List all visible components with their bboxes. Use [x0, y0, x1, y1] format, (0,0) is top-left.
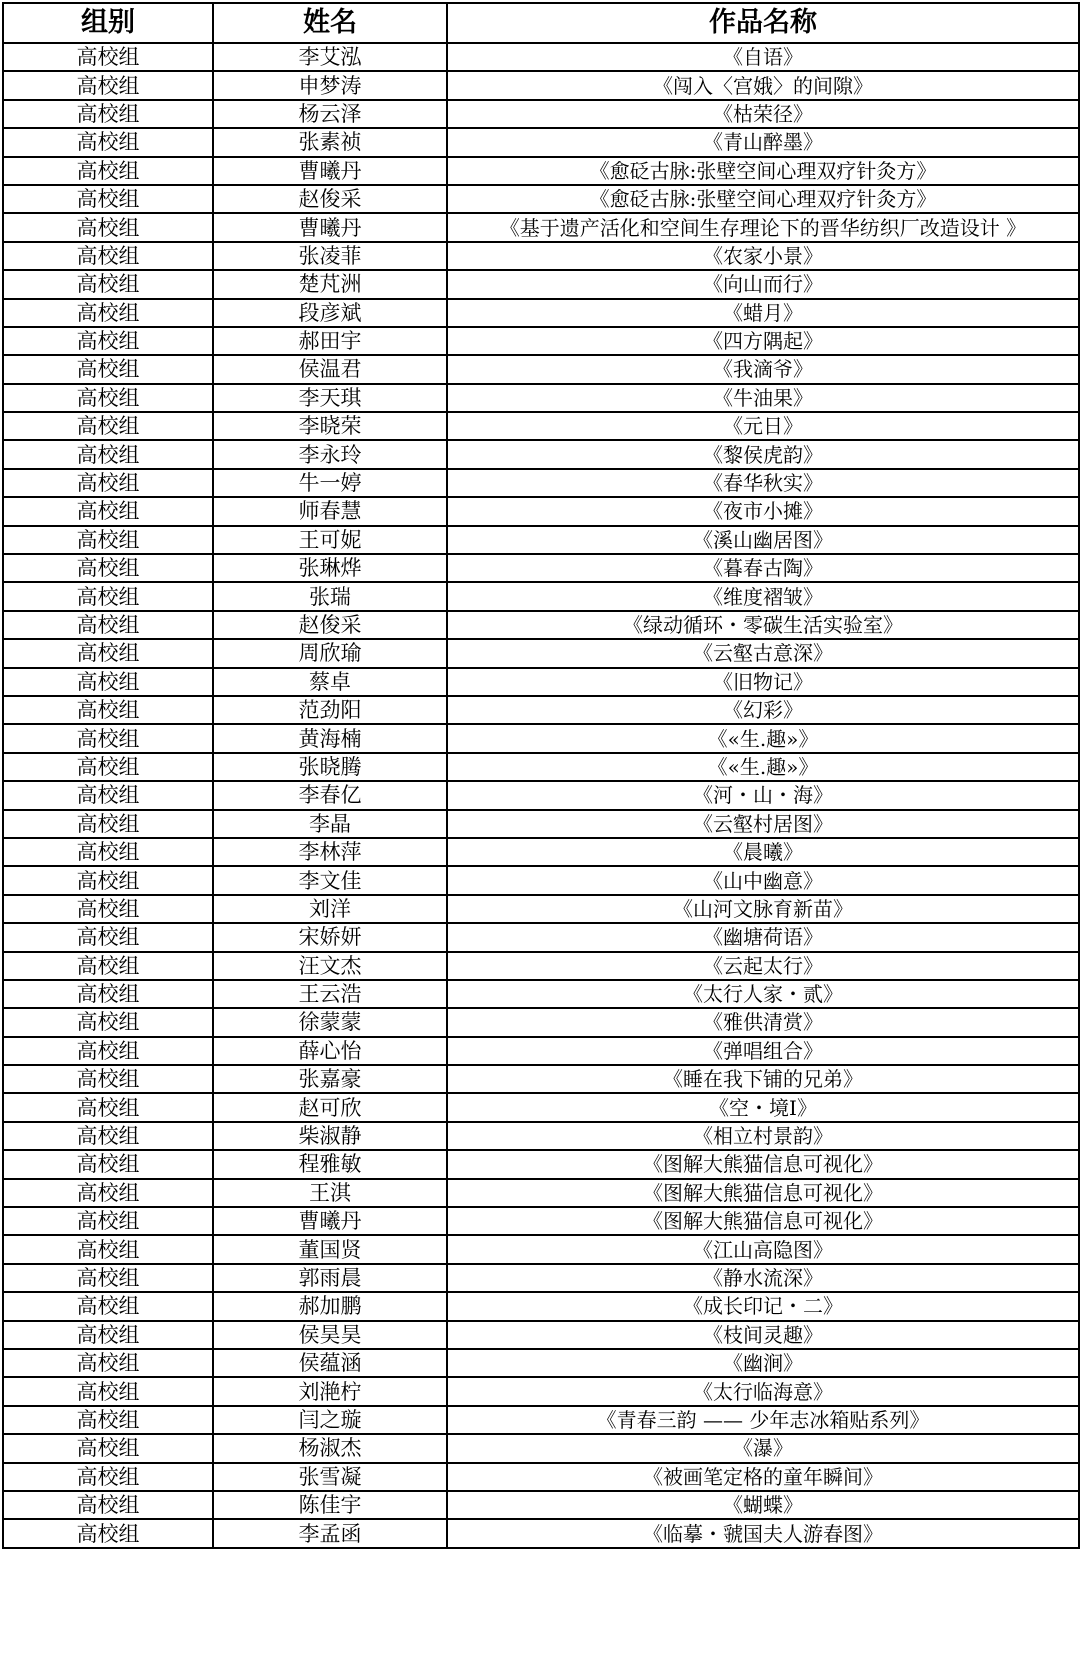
name-cell: 闫之璇: [213, 1406, 447, 1434]
group-cell: 高校组: [3, 242, 213, 270]
work-title-cell: 《农家小景》: [447, 242, 1079, 270]
table-row: [3, 1122, 1079, 1150]
work-title-cell: 《晨曦》: [447, 838, 1079, 866]
work-title-cell: 《幻彩》: [447, 696, 1079, 724]
name-cell: 郝加鹏: [213, 1292, 447, 1320]
table-row: [3, 1434, 1079, 1462]
name-cell: 薛心怡: [213, 1037, 447, 1065]
name-cell: 赵俊采: [213, 185, 447, 213]
table-row: [3, 299, 1079, 327]
table-row: [3, 526, 1079, 554]
table-row: [3, 923, 1079, 951]
table-row: [3, 497, 1079, 525]
table-row: [3, 1093, 1079, 1121]
table-row: [3, 668, 1079, 696]
work-title-cell: 《瀑》: [447, 1434, 1079, 1462]
work-title-cell: 《基于遗产活化和空间生存理论下的晋华纺织厂改造设计 》: [447, 213, 1079, 241]
group-cell: 高校组: [3, 1264, 213, 1292]
table-row: [3, 895, 1079, 923]
table-row: [3, 327, 1079, 355]
work-title-cell: 《图解大熊猫信息可视化》: [447, 1179, 1079, 1207]
name-cell: 曹曦丹: [213, 157, 447, 185]
name-cell: 李艾泓: [213, 43, 447, 71]
group-cell: 高校组: [3, 1463, 213, 1491]
table-row: [3, 639, 1079, 667]
work-title-cell: 《蝴蝶》: [447, 1491, 1079, 1519]
group-cell: 高校组: [3, 526, 213, 554]
table-row: [3, 1292, 1079, 1320]
group-cell: 高校组: [3, 384, 213, 412]
name-cell: 师春慧: [213, 497, 447, 525]
work-title-cell: 《牛油果》: [447, 384, 1079, 412]
table-row: [3, 1519, 1079, 1547]
name-cell: 董国贤: [213, 1235, 447, 1263]
table-row: [3, 554, 1079, 582]
table-header: [3, 3, 1079, 43]
name-cell: 郭雨晨: [213, 1264, 447, 1292]
work-title-cell: 《雅供清赏》: [447, 1008, 1079, 1036]
table-row: [3, 71, 1079, 99]
name-cell: 张琳烨: [213, 554, 447, 582]
table-row: [3, 866, 1079, 894]
header-group: 组别: [3, 3, 213, 43]
name-cell: 徐蒙蒙: [213, 1008, 447, 1036]
work-title-cell: 《云壑村居图》: [447, 810, 1079, 838]
name-cell: 李永玲: [213, 440, 447, 468]
work-title-cell: 《青山醉墨》: [447, 128, 1079, 156]
name-cell: 王可妮: [213, 526, 447, 554]
group-cell: 高校组: [3, 1519, 213, 1547]
group-cell: 高校组: [3, 1349, 213, 1377]
table-row: [3, 1349, 1079, 1377]
work-title-cell: 《暮春古陶》: [447, 554, 1079, 582]
group-cell: 高校组: [3, 1406, 213, 1434]
group-cell: 高校组: [3, 213, 213, 241]
work-title-cell: 《元日》: [447, 412, 1079, 440]
work-title-cell: 《河・山・海》: [447, 781, 1079, 809]
work-title-cell: 《闯入〈宫娥〉的间隙》: [447, 71, 1079, 99]
work-title-cell: 《临摹・虢国夫人游春图》: [447, 1519, 1079, 1547]
group-cell: 高校组: [3, 923, 213, 951]
table-row: [3, 440, 1079, 468]
group-cell: 高校组: [3, 355, 213, 383]
table-row: [3, 952, 1079, 980]
group-cell: 高校组: [3, 724, 213, 752]
name-cell: 柴淑静: [213, 1122, 447, 1150]
name-cell: 赵俊采: [213, 611, 447, 639]
table-row: [3, 1207, 1079, 1235]
work-title-cell: 《太行临海意》: [447, 1377, 1079, 1405]
table-row: [3, 1037, 1079, 1065]
group-cell: 高校组: [3, 611, 213, 639]
work-title-cell: 《山河文脉育新苗》: [447, 895, 1079, 923]
name-cell: 张晓腾: [213, 753, 447, 781]
work-title-cell: 《云壑古意深》: [447, 639, 1079, 667]
work-title-cell: 《弹唱组合》: [447, 1037, 1079, 1065]
work-title-cell: 《图解大熊猫信息可视化》: [447, 1207, 1079, 1235]
work-title-cell: 《自语》: [447, 43, 1079, 71]
group-cell: 高校组: [3, 1065, 213, 1093]
group-cell: 高校组: [3, 412, 213, 440]
table-row: [3, 185, 1079, 213]
work-title-cell: 《山中幽意》: [447, 866, 1079, 894]
name-cell: 杨淑杰: [213, 1434, 447, 1462]
work-title-cell: 《溪山幽居图》: [447, 526, 1079, 554]
name-cell: 段彦斌: [213, 299, 447, 327]
table-row: [3, 838, 1079, 866]
table-row: [3, 980, 1079, 1008]
work-title-cell: 《夜市小摊》: [447, 497, 1079, 525]
work-title-cell: 《云起太行》: [447, 952, 1079, 980]
work-title-cell: 《«生.趣»》: [447, 753, 1079, 781]
work-title-cell: 《我滴爷》: [447, 355, 1079, 383]
group-cell: 高校组: [3, 952, 213, 980]
name-cell: 郝田宇: [213, 327, 447, 355]
group-cell: 高校组: [3, 895, 213, 923]
group-cell: 高校组: [3, 100, 213, 128]
group-cell: 高校组: [3, 128, 213, 156]
name-cell: 周欣瑜: [213, 639, 447, 667]
work-title-cell: 《空・境Ⅰ》: [447, 1093, 1079, 1121]
table-row: [3, 753, 1079, 781]
table-row: [3, 157, 1079, 185]
results-table: [2, 2, 1080, 1549]
table-row: [3, 1377, 1079, 1405]
name-cell: 李春亿: [213, 781, 447, 809]
name-cell: 王云浩: [213, 980, 447, 1008]
work-title-cell: 《向山而行》: [447, 270, 1079, 298]
name-cell: 蔡卓: [213, 668, 447, 696]
name-cell: 黄海楠: [213, 724, 447, 752]
table-row: [3, 213, 1079, 241]
group-cell: 高校组: [3, 582, 213, 610]
group-cell: 高校组: [3, 866, 213, 894]
group-cell: 高校组: [3, 71, 213, 99]
name-cell: 王淇: [213, 1179, 447, 1207]
name-cell: 申梦涛: [213, 71, 447, 99]
table-row: [3, 724, 1079, 752]
group-cell: 高校组: [3, 440, 213, 468]
table-body: [3, 43, 1079, 1548]
table-row: [3, 1463, 1079, 1491]
name-cell: 刘洋: [213, 895, 447, 923]
table-row: [3, 1065, 1079, 1093]
group-cell: 高校组: [3, 1207, 213, 1235]
name-cell: 张瑞: [213, 582, 447, 610]
group-cell: 高校组: [3, 1491, 213, 1519]
table-row: [3, 1491, 1079, 1519]
name-cell: 曹曦丹: [213, 213, 447, 241]
name-cell: 李孟函: [213, 1519, 447, 1547]
group-cell: 高校组: [3, 1235, 213, 1263]
name-cell: 张素祯: [213, 128, 447, 156]
work-title-cell: 《被画笔定格的童年瞬间》: [447, 1463, 1079, 1491]
work-title-cell: 《睡在我下铺的兄弟》: [447, 1065, 1079, 1093]
work-title-cell: 《旧物记》: [447, 668, 1079, 696]
work-title-cell: 《四方隅起》: [447, 327, 1079, 355]
group-cell: 高校组: [3, 1292, 213, 1320]
work-title-cell: 《蜡月》: [447, 299, 1079, 327]
name-cell: 侯温君: [213, 355, 447, 383]
group-cell: 高校组: [3, 1377, 213, 1405]
work-title-cell: 《太行人家・贰》: [447, 980, 1079, 1008]
work-title-cell: 《黎侯虎韵》: [447, 440, 1079, 468]
table-row: [3, 781, 1079, 809]
work-title-cell: 《静水流深》: [447, 1264, 1079, 1292]
group-cell: 高校组: [3, 43, 213, 71]
group-cell: 高校组: [3, 1008, 213, 1036]
work-title-cell: 《相立村景韵》: [447, 1122, 1079, 1150]
group-cell: 高校组: [3, 668, 213, 696]
name-cell: 李文佳: [213, 866, 447, 894]
table-row: [3, 270, 1079, 298]
table-row: [3, 1179, 1079, 1207]
group-cell: 高校组: [3, 469, 213, 497]
group-cell: 高校组: [3, 1434, 213, 1462]
table-row: [3, 1150, 1079, 1178]
table-row: [3, 1008, 1079, 1036]
group-cell: 高校组: [3, 185, 213, 213]
name-cell: 杨云泽: [213, 100, 447, 128]
work-title-cell: 《春华秋实》: [447, 469, 1079, 497]
name-cell: 宋娇妍: [213, 923, 447, 951]
group-cell: 高校组: [3, 781, 213, 809]
name-cell: 李晶: [213, 810, 447, 838]
group-cell: 高校组: [3, 497, 213, 525]
work-title-cell: 《青春三韵 —— 少年志冰箱贴系列》: [447, 1406, 1079, 1434]
group-cell: 高校组: [3, 157, 213, 185]
group-cell: 高校组: [3, 753, 213, 781]
name-cell: 侯蕴涵: [213, 1349, 447, 1377]
work-title-cell: 《枝间灵趣》: [447, 1321, 1079, 1349]
table-row: [3, 1264, 1079, 1292]
group-cell: 高校组: [3, 980, 213, 1008]
name-cell: 牛一婷: [213, 469, 447, 497]
group-cell: 高校组: [3, 1179, 213, 1207]
group-cell: 高校组: [3, 639, 213, 667]
name-cell: 汪文杰: [213, 952, 447, 980]
group-cell: 高校组: [3, 1037, 213, 1065]
header-row: [3, 3, 1079, 43]
table-row: [3, 384, 1079, 412]
name-cell: 张雪凝: [213, 1463, 447, 1491]
work-title-cell: 《成长印记・二》: [447, 1292, 1079, 1320]
group-cell: 高校组: [3, 810, 213, 838]
name-cell: 张嘉豪: [213, 1065, 447, 1093]
table-row: [3, 43, 1079, 71]
work-title-cell: 《图解大熊猫信息可视化》: [447, 1150, 1079, 1178]
name-cell: 李天琪: [213, 384, 447, 412]
work-title-cell: 《幽塘荷语》: [447, 923, 1079, 951]
name-cell: 曹曦丹: [213, 1207, 447, 1235]
work-title-cell: 《枯荣径》: [447, 100, 1079, 128]
work-title-cell: 《江山高隐图》: [447, 1235, 1079, 1263]
table-row: [3, 412, 1079, 440]
header-work-title: 作品名称: [447, 3, 1079, 43]
name-cell: 李晓荣: [213, 412, 447, 440]
group-cell: 高校组: [3, 327, 213, 355]
table-row: [3, 469, 1079, 497]
work-title-cell: 《«生.趣»》: [447, 724, 1079, 752]
work-title-cell: 《幽涧》: [447, 1349, 1079, 1377]
name-cell: 侯昊昊: [213, 1321, 447, 1349]
table-row: [3, 1321, 1079, 1349]
name-cell: 楚芃洲: [213, 270, 447, 298]
name-cell: 范劲阳: [213, 696, 447, 724]
name-cell: 张凌菲: [213, 242, 447, 270]
work-title-cell: 《愈砭古脉:张壁空间心理双疗针灸方》: [447, 185, 1079, 213]
name-cell: 李林萍: [213, 838, 447, 866]
table-row: [3, 355, 1079, 383]
name-cell: 刘滟柠: [213, 1377, 447, 1405]
work-title-cell: 《绿动循环・零碳生活实验室》: [447, 611, 1079, 639]
header-name: 姓名: [213, 3, 447, 43]
table-row: [3, 696, 1079, 724]
table-row: [3, 582, 1079, 610]
table-row: [3, 1235, 1079, 1263]
group-cell: 高校组: [3, 838, 213, 866]
table-row: [3, 1406, 1079, 1434]
table-row: [3, 100, 1079, 128]
work-title-cell: 《维度褶皱》: [447, 582, 1079, 610]
group-cell: 高校组: [3, 270, 213, 298]
group-cell: 高校组: [3, 299, 213, 327]
group-cell: 高校组: [3, 554, 213, 582]
group-cell: 高校组: [3, 1150, 213, 1178]
group-cell: 高校组: [3, 696, 213, 724]
group-cell: 高校组: [3, 1321, 213, 1349]
table-row: [3, 242, 1079, 270]
name-cell: 程雅敏: [213, 1150, 447, 1178]
table-row: [3, 810, 1079, 838]
name-cell: 赵可欣: [213, 1093, 447, 1121]
table-row: [3, 611, 1079, 639]
name-cell: 陈佳宇: [213, 1491, 447, 1519]
work-title-cell: 《愈砭古脉:张壁空间心理双疗针灸方》: [447, 157, 1079, 185]
table-row: [3, 128, 1079, 156]
group-cell: 高校组: [3, 1093, 213, 1121]
group-cell: 高校组: [3, 1122, 213, 1150]
